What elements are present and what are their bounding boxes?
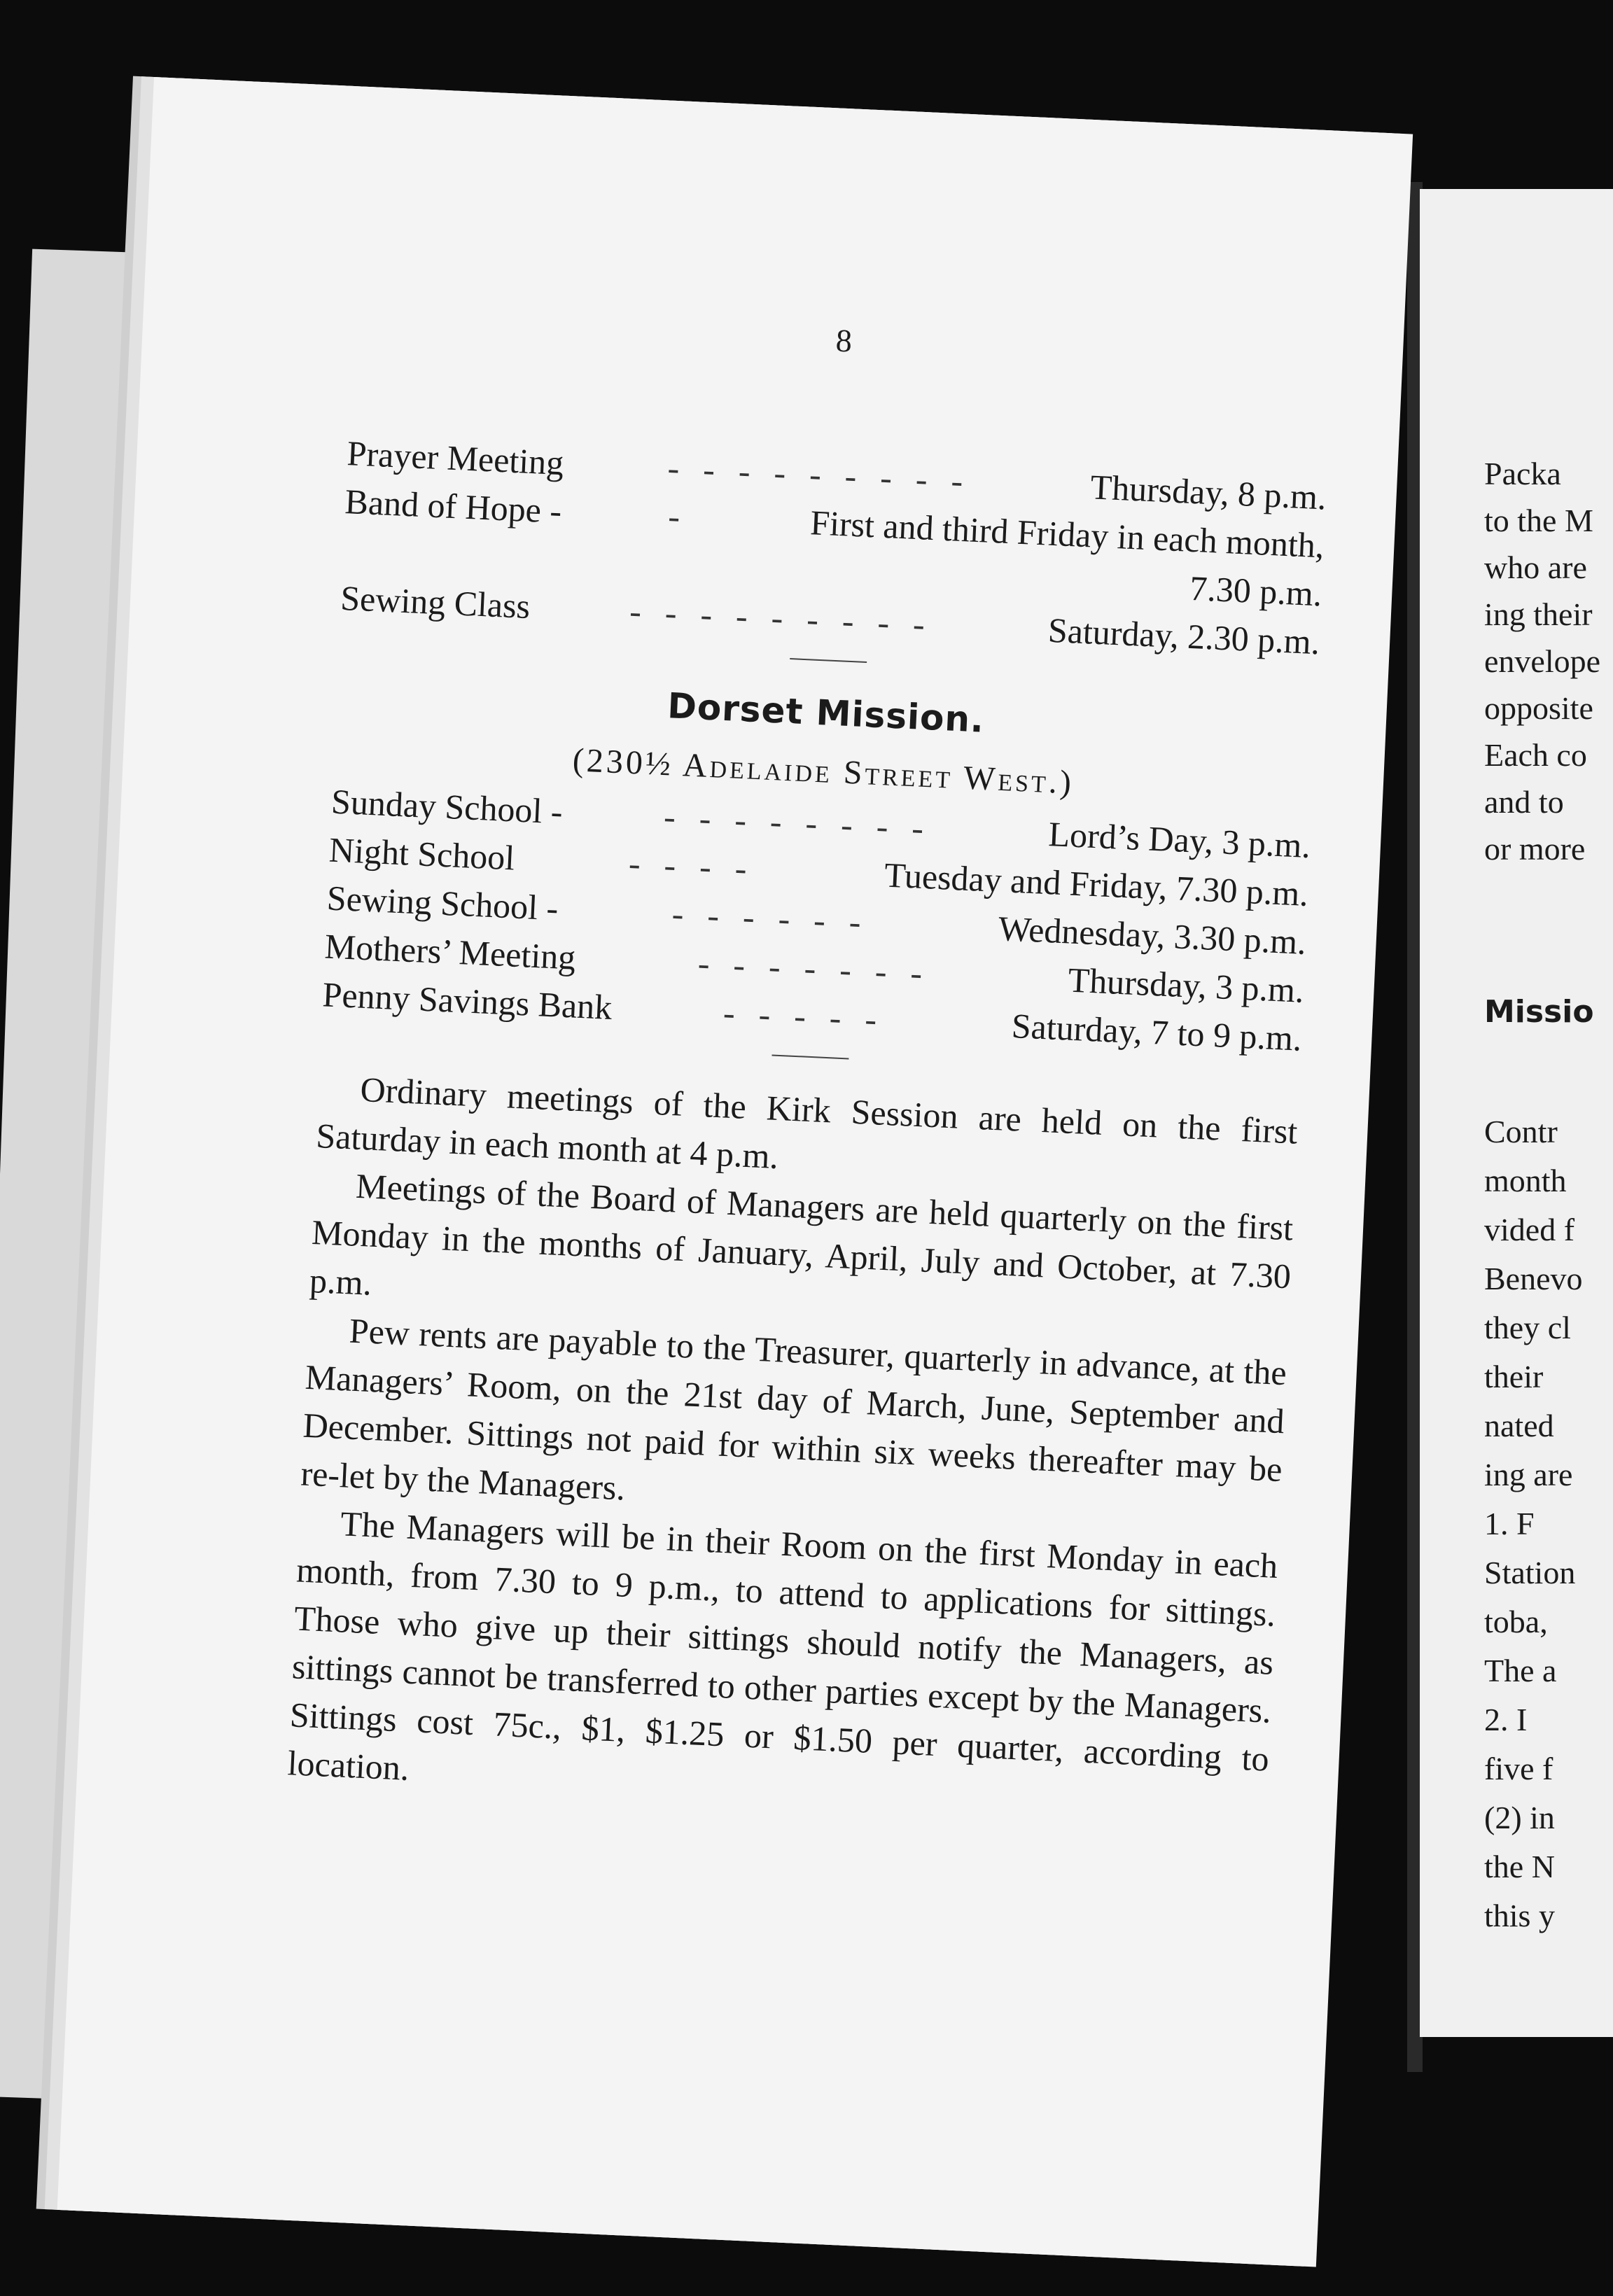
schedule-value: Tuesday and Friday, 7.30 p.m. bbox=[884, 855, 1310, 913]
divider bbox=[790, 658, 867, 663]
right-text-fragment: Each co bbox=[1484, 737, 1587, 773]
section-address: (230½ Adelaide Street West.) bbox=[571, 741, 1075, 802]
paragraph: The Managers will be in their Room on the first Monday in each month, from 7.30 to 9 p.m., to attend to applications for sittings. Those who give up their sittings should notify the Managers, as sittings cannot be transferred to other parties except by the Managers. Sittings cost 75c., $1, $1.25 or $1.50 per quarter, according to location. bbox=[286, 1504, 1279, 1788]
paragraph: Ordinary meetings of the Kirk Session are held on the first Saturday in each month at 4 p.m. bbox=[315, 1069, 1299, 1177]
right-text-fragment: 1. F bbox=[1484, 1506, 1535, 1541]
schedule-value: Lord’s Day, 3 p.m. bbox=[1047, 814, 1312, 866]
right-text-fragment: 2. I bbox=[1484, 1702, 1528, 1737]
schedule-value: Wednesday, 3.30 p.m. bbox=[997, 908, 1307, 962]
schedule-value: Saturday, 2.30 p.m. bbox=[1047, 610, 1321, 662]
schedule-label: Band of Hope - bbox=[344, 482, 563, 531]
right-text-fragment: Benevo bbox=[1484, 1261, 1583, 1296]
right-text-fragment: to the M bbox=[1484, 503, 1593, 538]
right-text-fragment: they cl bbox=[1484, 1310, 1571, 1345]
mission-schedule-list bbox=[321, 778, 1311, 1063]
paragraph: Meetings of the Board of Managers are held quarterly on the first Monday in the months of January, April, July and October, at 7.30 p.m. bbox=[308, 1166, 1294, 1303]
schedule-value: First and third Friday in each month, bbox=[809, 503, 1325, 566]
page-content bbox=[286, 310, 1332, 1831]
right-text-fragment: toba, bbox=[1484, 1604, 1548, 1639]
right-text-fragment: opposite bbox=[1484, 690, 1593, 726]
leader-dots: ------- bbox=[697, 943, 947, 994]
right-text-fragment: ing are bbox=[1484, 1457, 1573, 1492]
right-text-fragment: the N bbox=[1484, 1849, 1555, 1884]
schedule-label: Night School bbox=[328, 830, 516, 878]
leader-dots: ----- bbox=[722, 993, 902, 1040]
schedule-value: Saturday, 7 to 9 p.m. bbox=[1010, 1005, 1303, 1058]
right-text-fragment: The a bbox=[1484, 1653, 1557, 1688]
schedule-label: Sewing School - bbox=[326, 878, 559, 928]
right-text-fragment: Packa bbox=[1484, 456, 1561, 491]
leader-dots: -------- bbox=[662, 797, 949, 849]
schedule-label: Mothers’ Meeting bbox=[323, 926, 577, 977]
right-text-fragment: envelope bbox=[1484, 643, 1601, 679]
schedule-label: Sewing Class bbox=[340, 578, 531, 626]
schedule-label: Sunday School - bbox=[330, 781, 564, 832]
right-text-fragment: or more bbox=[1484, 831, 1586, 867]
right-text-fragment: who are bbox=[1484, 550, 1587, 585]
right-text-fragment: and to bbox=[1484, 784, 1564, 820]
leader-dots: - bbox=[667, 496, 705, 538]
right-text-fragment: Contr bbox=[1484, 1114, 1558, 1149]
right-text-fragment: month bbox=[1484, 1163, 1567, 1198]
schedule-label: Penny Savings Bank bbox=[321, 974, 613, 1028]
right-text-fragment: (2) in bbox=[1484, 1800, 1555, 1835]
right-text-fragment: five f bbox=[1484, 1751, 1553, 1786]
leader-dots: ---- bbox=[627, 843, 771, 890]
leader-dots: --------- bbox=[629, 591, 950, 645]
schedule-value: Thursday, 8 p.m. bbox=[1089, 467, 1327, 517]
leader-dots: ------ bbox=[671, 893, 886, 943]
schedule-value: Thursday, 3 p.m. bbox=[1067, 960, 1305, 1010]
schedule-continuation: 7.30 p.m. bbox=[1189, 568, 1323, 614]
paragraph: Pew rents are payable to the Treasurer, quarterly in advance, at the Managers’ Room, on the 21st day of March, June, September and December. Sittings not paid for within six weeks thereafter may be re-let by the Managers. bbox=[300, 1310, 1287, 1508]
page-number: 8 bbox=[835, 322, 853, 359]
right-page bbox=[1420, 189, 1613, 2037]
schedule-label: Prayer Meeting bbox=[346, 433, 565, 483]
leader-dots: --------- bbox=[666, 447, 988, 502]
right-text-fragment: their bbox=[1484, 1359, 1544, 1394]
right-text-fragment: ing their bbox=[1484, 596, 1593, 632]
schedule-list bbox=[340, 429, 1327, 666]
left-page bbox=[57, 77, 1413, 2267]
right-heading-fragment: Missio bbox=[1484, 994, 1594, 1030]
right-text-fragment: nated bbox=[1484, 1408, 1554, 1443]
right-text-fragment: this y bbox=[1484, 1898, 1555, 1933]
divider bbox=[771, 1054, 849, 1059]
right-text-fragment: Station bbox=[1484, 1555, 1576, 1590]
right-text-fragment: vided f bbox=[1484, 1212, 1575, 1247]
section-heading: Dorset Mission. bbox=[666, 685, 986, 741]
